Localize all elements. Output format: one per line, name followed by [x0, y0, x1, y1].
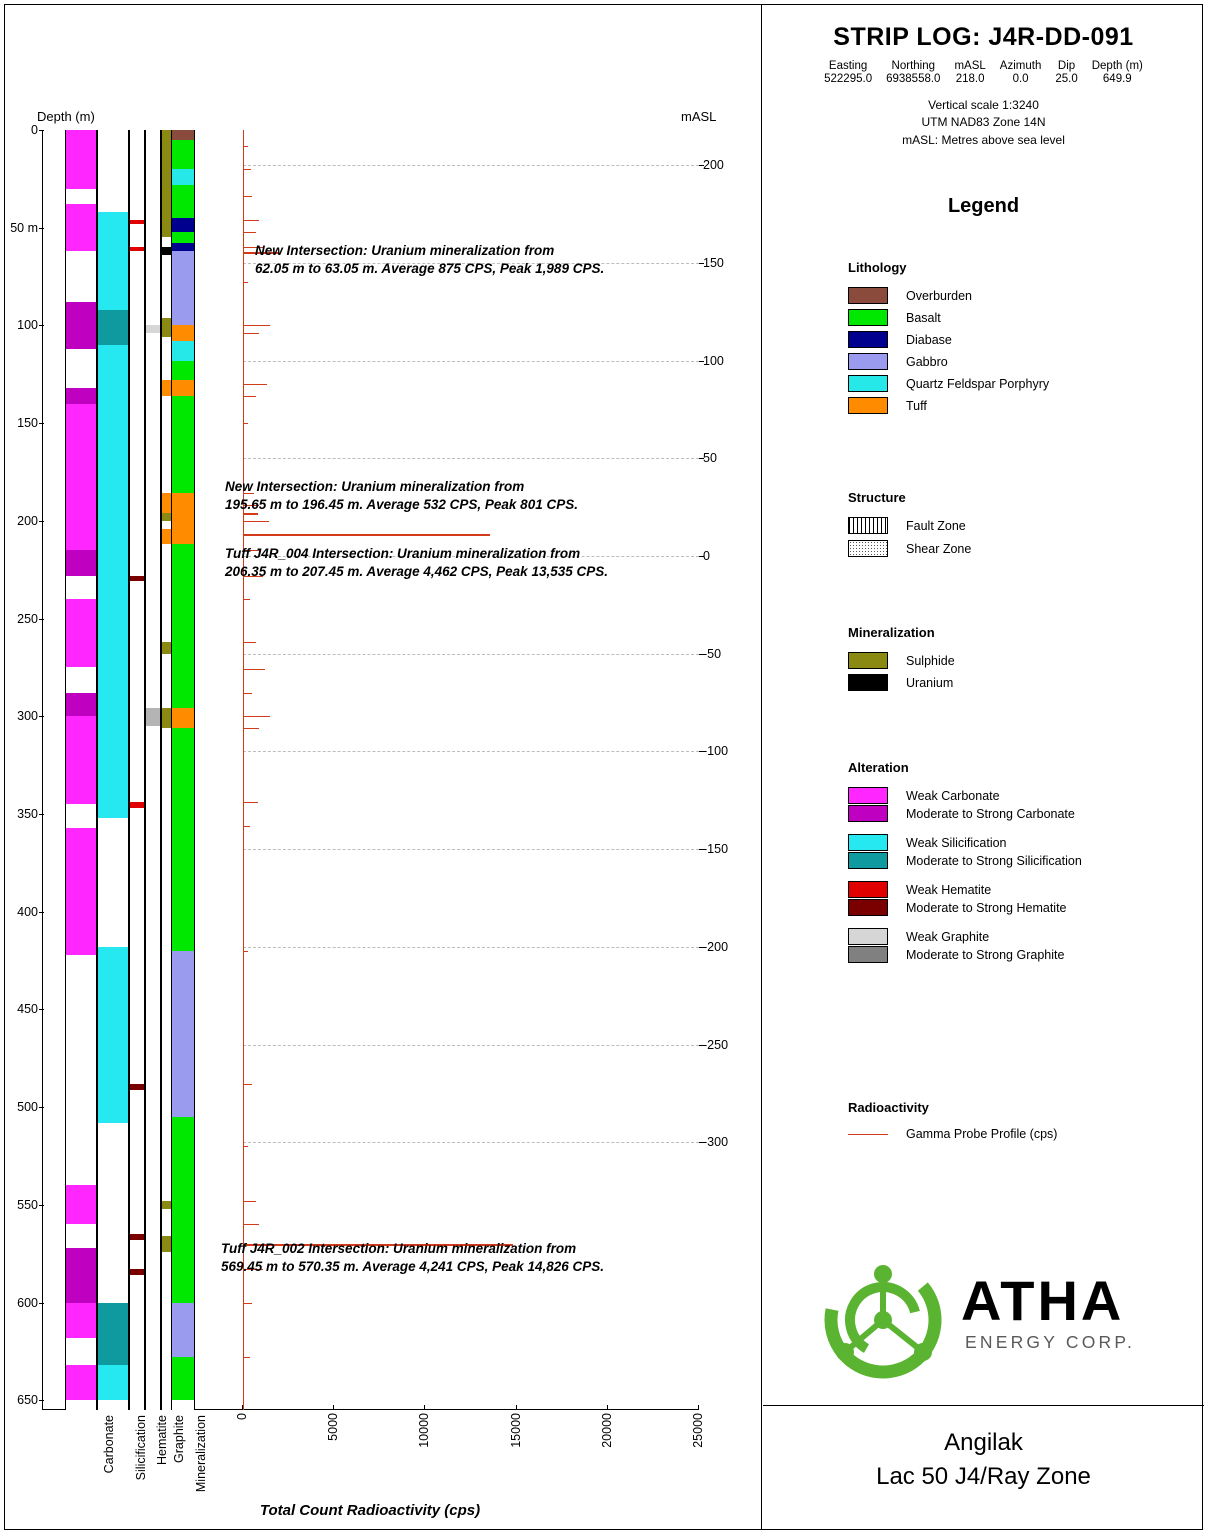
legend-color-swatch: [848, 674, 888, 691]
gamma-sample: [243, 1084, 252, 1085]
legend-item-label: Moderate to Strong Hematite: [906, 900, 1067, 915]
scale-notes: [763, 97, 1204, 149]
legend-color-swatch: [848, 309, 888, 326]
gamma-sample: [243, 169, 251, 170]
atha-mark-icon: [813, 1260, 953, 1380]
x-tickmark: [607, 1405, 608, 1410]
legend-item: [848, 805, 1082, 822]
legend-color-swatch: [848, 353, 888, 370]
gamma-sample: [243, 1357, 250, 1358]
gamma-sample: [243, 642, 256, 643]
legend-item-label: Tuff: [906, 398, 927, 413]
gamma-sample: [243, 521, 269, 522]
info-panel: [763, 5, 1204, 1530]
depth-tick-label: 0: [31, 123, 38, 137]
coord-value-row: [817, 73, 1150, 85]
column-label: Carbonate: [102, 1415, 116, 1474]
legend-color-swatch: [848, 852, 888, 869]
legend-color-swatch: [848, 881, 888, 898]
masl-axis-label: mASL: [681, 109, 717, 124]
x-tick-label: 5000: [326, 1413, 341, 1441]
gamma-sample: [243, 728, 259, 729]
legend-item-label: Moderate to Strong Silicification: [906, 853, 1082, 868]
plot-frame: [10, 123, 729, 1410]
x-tickmark: [424, 1405, 425, 1410]
annotation-0: [255, 242, 604, 278]
x-tick-label: 10000: [417, 1413, 432, 1448]
legend-color-swatch: [848, 946, 888, 963]
x-tickmark: [333, 1405, 334, 1410]
depth-tick-label: 550: [17, 1197, 38, 1212]
legend-title: Legend: [947, 195, 1020, 217]
legend-color-swatch: [848, 331, 888, 348]
legend-color-swatch: [848, 287, 888, 304]
coord-header-row: [817, 60, 1150, 73]
gamma-sample: [243, 951, 248, 952]
scale-note: mASL: Metres above sea level: [902, 132, 1065, 147]
legend-item-label: Fault Zone: [906, 518, 966, 533]
column-label: Silicification: [134, 1415, 148, 1481]
masl-tick-label: -300: [703, 1135, 729, 1150]
legend-color-swatch: [848, 834, 888, 851]
legend-item: [848, 540, 971, 557]
coord-header-cell: Dip: [1057, 60, 1076, 72]
column-label: Graphite: [172, 1415, 186, 1463]
x-tickmark: [516, 1405, 517, 1410]
gamma-sample: [243, 1224, 259, 1225]
legend-item-label: Quartz Feldspar Porphyry: [906, 376, 1050, 391]
legend-group-title: Lithology: [848, 260, 907, 275]
legend-item: [848, 787, 1082, 804]
legend-group-title: Mineralization: [848, 625, 935, 640]
legend-item: [848, 946, 1082, 963]
footer: [763, 1417, 1204, 1491]
title-block: [763, 5, 1204, 149]
legend-color-swatch: [848, 540, 888, 557]
legend-item: [848, 881, 1082, 898]
legend-item: [848, 652, 955, 669]
legend-group-title: Alteration: [848, 760, 909, 775]
annotation-1-line1: New Intersection: Uranium mineralization from: [225, 479, 525, 494]
gamma-sample: [243, 232, 256, 233]
coord-value-cell: 218.0: [955, 73, 985, 85]
legend-item-label: Weak Hematite: [906, 882, 992, 897]
annotation-1-line2: 195.65 m to 196.45 m. Average 532 CPS, Peak 801 CPS.: [225, 497, 578, 513]
legend-item-label: Sulphide: [906, 653, 955, 668]
annotation-0-line2: 62.05 m to 63.05 m. Average 875 CPS, Peak 1,989 CPS.: [255, 261, 605, 277]
masl-tick-label: -200: [703, 939, 729, 954]
scale-note: UTM NAD83 Zone 14N: [921, 115, 1046, 130]
gamma-baseline: [243, 130, 244, 1410]
legend-group-alteration: [848, 760, 1082, 963]
coord-value-cell: 0.0: [1012, 73, 1029, 85]
gamma-sample: [243, 384, 267, 385]
gamma-sample: [243, 423, 248, 424]
gamma-sample: [243, 802, 258, 803]
depth-tick-label: 100: [17, 318, 38, 333]
masl-tick-label: -100: [703, 744, 729, 759]
logo-brand: ATHA: [961, 1269, 1125, 1332]
masl-tick-label: -150: [703, 842, 729, 857]
annotation-3: [221, 1240, 604, 1276]
depth-tick-label: 150: [17, 416, 38, 431]
x-axis: [42, 1410, 705, 1530]
legend-item-label: Uranium: [906, 675, 954, 690]
gamma-probe-curve: [43, 130, 699, 1410]
gamma-sample: [243, 282, 248, 283]
coord-value-cell: 522295.0: [824, 73, 873, 85]
gamma-sample: [243, 196, 252, 197]
depth-tick-label: 600: [17, 1295, 38, 1310]
depth-tick-label: 450: [17, 1002, 38, 1017]
legend-item: [848, 674, 955, 691]
legend-item: [848, 834, 1082, 851]
depth-axis-label: Depth (m): [37, 109, 95, 124]
masl-tick-label: 150: [703, 255, 724, 270]
x-axis-title: Total Count Radioactivity (cps): [259, 1502, 481, 1519]
column-label: Hematite: [155, 1415, 169, 1466]
legend-group-mineralization: [848, 625, 955, 691]
coord-header-cell: Northing: [891, 60, 936, 72]
footer-divider: [763, 1405, 1204, 1406]
legend-color-swatch: [848, 375, 888, 392]
coord-value-cell: 25.0: [1055, 73, 1078, 85]
annotation-3-line1: Tuff J4R_002 Intersection: Uranium mineralization from: [221, 1241, 577, 1256]
gamma-sample: [243, 693, 252, 694]
gamma-sample: [243, 146, 248, 147]
depth-tick-label: 650: [17, 1393, 38, 1408]
legend-item: [848, 928, 1082, 945]
masl-tick-label: 50: [703, 451, 717, 466]
masl-tick-label: -250: [703, 1037, 729, 1052]
legend-item: [848, 353, 1049, 370]
legend-item-label: Moderate to Strong Graphite: [906, 947, 1065, 962]
masl-tick-label: 200: [703, 158, 724, 173]
legend-item-label: Gamma Probe Profile (cps): [906, 1127, 1058, 1141]
gamma-sample: [243, 599, 250, 600]
legend-item: [848, 397, 1049, 414]
legend-color-swatch: [848, 805, 888, 822]
legend-item-label: Moderate to Strong Carbonate: [906, 806, 1075, 821]
zone-name: Lac 50 J4/Ray Zone: [876, 1463, 1091, 1490]
masl-tick-label: -50: [703, 646, 722, 661]
legend-color-swatch: [848, 928, 888, 945]
legend-group-lithology: [848, 260, 1049, 414]
depth-tick-label: 200: [17, 513, 38, 528]
annotation-3-line2: 569.45 m to 570.35 m. Average 4,241 CPS, Peak 14,826 CPS.: [221, 1259, 604, 1275]
x-tick-label: 25000: [691, 1413, 705, 1448]
x-tickmark: [242, 1405, 243, 1410]
legend-group-radioactivity: [848, 1100, 1057, 1141]
annotation-0-line1: New Intersection: Uranium mineralization from: [255, 243, 555, 258]
legend-item: [848, 309, 1049, 326]
legend-item-label: Gabbro: [906, 354, 948, 369]
legend-color-swatch: [848, 517, 888, 534]
legend-item-label: Diabase: [906, 332, 952, 347]
depth-tick-label: 50 m: [10, 220, 38, 235]
masl-tick-label: 0: [703, 549, 710, 563]
gamma-sample: [243, 669, 265, 670]
legend-item-label: Weak Silicification: [906, 835, 1007, 850]
gamma-sample: [243, 826, 250, 827]
coord-header-cell: mASL: [954, 60, 986, 72]
gamma-peak: [243, 534, 490, 536]
legend-line-swatch: [848, 1134, 888, 1135]
legend-item-label: Weak Graphite: [906, 929, 990, 944]
legend-color-swatch: [848, 397, 888, 414]
coord-value-cell: 649.9: [1102, 73, 1132, 85]
project-name: Angilak: [944, 1429, 1023, 1456]
annotation-2-line2: 206.35 m to 207.45 m. Average 4,462 CPS, Peak 13,535 CPS.: [225, 564, 608, 580]
annotation-2-line1: Tuff J4R_004 Intersection: Uranium mineralization from: [225, 546, 581, 561]
x-tick-label: 15000: [508, 1413, 523, 1448]
strip-log-title: STRIP LOG: J4R-DD-091: [833, 23, 1134, 51]
depth-tick-label: 400: [17, 904, 38, 919]
depth-tick-label: 300: [17, 709, 38, 724]
coord-header-cell: Depth (m): [1091, 60, 1143, 72]
depth-tick-label: 250: [17, 611, 38, 626]
x-tick-label: 20000: [599, 1413, 614, 1448]
legend-item: [848, 287, 1049, 304]
legend-item-label: Weak Carbonate: [906, 788, 1000, 803]
legend-group-title: Structure: [848, 490, 906, 505]
depth-tick-label: 500: [17, 1100, 38, 1115]
legend-item: [848, 852, 1082, 869]
gamma-sample: [243, 716, 270, 717]
atha-logo: [813, 1260, 1173, 1380]
coord-value-cell: 6938558.0: [886, 73, 941, 85]
legend-group-structure: [848, 490, 971, 557]
annotation-2: [225, 545, 608, 581]
gamma-sample: [243, 333, 259, 334]
gamma-sample: [243, 325, 270, 326]
legend-item: [848, 1127, 1057, 1141]
legend-item: [848, 899, 1082, 916]
logo-tagline: ENERGY CORP.: [965, 1332, 1136, 1352]
gamma-sample: [243, 220, 259, 221]
x-tickmark: [698, 1405, 699, 1410]
gamma-sample: [243, 396, 256, 397]
legend-item-label: Shear Zone: [906, 541, 972, 556]
legend-item: [848, 517, 971, 534]
legend-item-label: Overburden: [906, 288, 973, 303]
masl-tick-label: 100: [703, 353, 724, 368]
legend-item-label: Basalt: [906, 310, 941, 325]
legend-color-swatch: [848, 899, 888, 916]
legend-color-swatch: [848, 652, 888, 669]
scale-note: Vertical scale 1:3240: [928, 98, 1039, 112]
collar-coordinates-table: [817, 60, 1150, 85]
legend-item: [848, 375, 1049, 392]
legend-group-title: Radioactivity: [848, 1100, 929, 1115]
gamma-sample: [243, 1146, 248, 1147]
coord-header-cell: Azimuth: [999, 60, 1042, 72]
strip-log-plot-panel: [5, 5, 762, 1530]
coord-header-cell: Easting: [828, 60, 868, 72]
depth-tick-label: 350: [17, 806, 38, 821]
gamma-sample: [243, 1303, 252, 1304]
legend-color-swatch: [848, 787, 888, 804]
annotation-1: [225, 478, 578, 514]
legend-item: [848, 331, 1049, 348]
gamma-sample: [243, 1201, 256, 1202]
column-label: Mineralization: [194, 1415, 208, 1493]
x-tick-label: 0: [235, 1413, 249, 1420]
